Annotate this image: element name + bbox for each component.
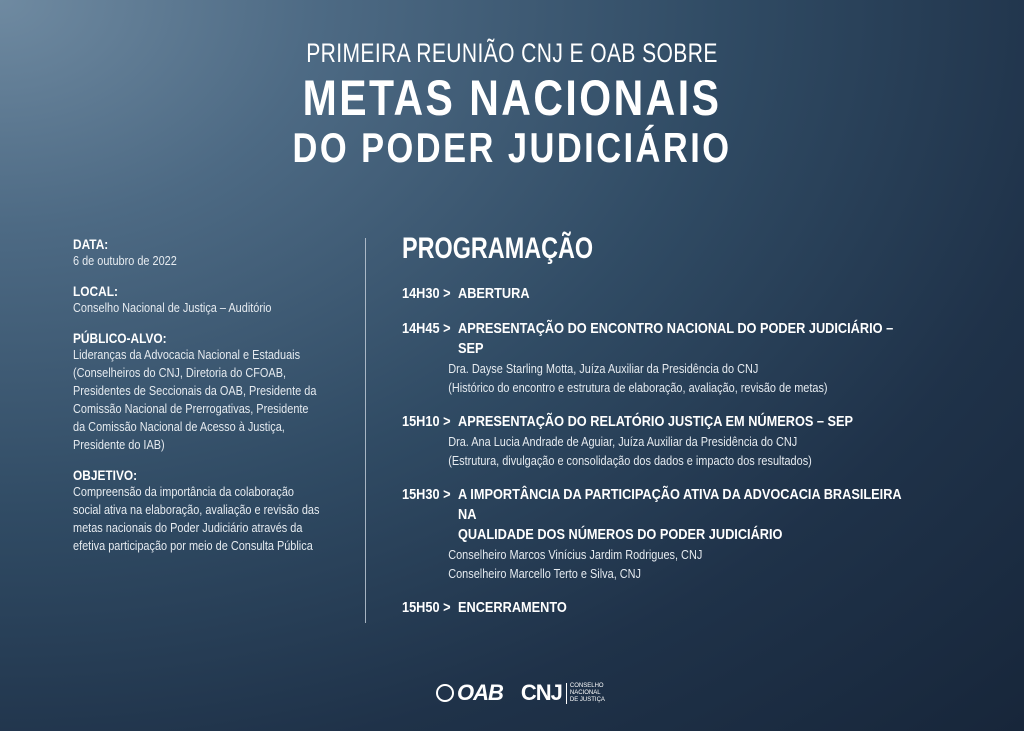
program-item-head	[402, 598, 1002, 618]
program-detail: (Histórico do encontro e estrutura de elaboração, avaliação, revisão de metas)	[448, 380, 828, 395]
program-time: 14H45 >	[402, 320, 451, 337]
program-title: PROGRAMAÇÃO	[402, 232, 594, 265]
info-objective	[73, 467, 343, 555]
program-item	[402, 284, 1002, 304]
column-divider	[365, 238, 366, 623]
event-subtitle: PRIMEIRA REUNIÃO CNJ E OAB SOBRE	[306, 38, 718, 68]
program-item-head	[402, 319, 1002, 359]
program-time: 14H30 >	[402, 285, 451, 302]
program-item-head	[402, 412, 1002, 432]
info-date	[73, 236, 343, 270]
program-detail: Conselheiro Marcello Terto e Silva, CNJ	[448, 566, 642, 581]
cnj-logo-mark: CNJ	[520, 680, 562, 705]
program-item	[402, 485, 1002, 583]
oab-seal-icon	[436, 684, 454, 702]
program-detail: Dra. Ana Lucia Andrade de Aguiar, Juíza Auxiliar da Presidência do CNJ	[448, 434, 798, 449]
program-panel	[402, 232, 1002, 633]
info-text: Conselho Nacional de Justiça – Auditório	[73, 300, 272, 315]
program-heading: ABERTURA	[458, 285, 530, 302]
info-text: Compreensão da importância da colaboração social ativa na elaboração, avaliação e revisão das metas nacionais do Poder Judiciário através da efetiva participação por meio de Consulta Pública	[73, 484, 320, 553]
program-detail: Conselheiro Marcos Vinícius Jardim Rodrigues, CNJ	[448, 547, 703, 562]
program-time: 15H30 >	[402, 486, 451, 503]
info-text: 6 de outubro de 2022	[73, 253, 177, 268]
program-detail: Dra. Dayse Starling Motta, Juíza Auxiliar da Presidência do CNJ	[448, 361, 759, 376]
program-item	[402, 598, 1002, 618]
info-audience	[73, 330, 343, 454]
oab-logo-text: OAB	[457, 680, 503, 705]
info-label: DATA:	[73, 236, 109, 252]
program-heading: APRESENTAÇÃO DO ENCONTRO NACIONAL DO PODER JUDICIÁRIO – SEP	[458, 320, 894, 357]
program-time: 15H10 >	[402, 413, 451, 430]
info-location	[73, 283, 343, 317]
program-item	[402, 319, 1002, 397]
program-heading: A IMPORTÂNCIA DA PARTICIPAÇÃO ATIVA DA ADVOCACIA BRASILEIRA NA QUALIDADE DOS NÚMEROS DO PODER JUDICIÁRIO	[458, 486, 902, 543]
event-title-line2: DO PODER JUDICIÁRIO	[292, 124, 732, 171]
program-item	[402, 412, 1002, 470]
info-label: PÚBLICO-ALVO:	[73, 330, 167, 346]
footer-logos	[436, 680, 605, 706]
event-info-panel	[73, 236, 343, 568]
info-label: OBJETIVO:	[73, 467, 138, 483]
info-label: LOCAL:	[73, 283, 118, 299]
program-heading: ENCERRAMENTO	[458, 599, 567, 616]
cnj-logo-text: CONSELHO NACIONAL DE JUSTIÇA	[566, 683, 605, 704]
event-title-line1: METAS NACIONAIS	[302, 70, 722, 126]
program-time: 15H50 >	[402, 599, 451, 616]
program-detail: (Estrutura, divulgação e consolidação dos dados e impacto dos resultados)	[448, 453, 812, 468]
info-text: Lideranças da Advocacia Nacional e Estaduais (Conselheiros do CNJ, Diretoria do CFOAB, Presidentes de Seccionais da OAB, Presidente da Comissão Nacional de Prerrogativas, Presidente da Comissão Nacional de Acesso à Justiça, Presidente do IAB)	[73, 347, 317, 452]
cnj-logo	[521, 680, 605, 706]
event-header	[0, 38, 1024, 171]
program-item-head	[402, 284, 1002, 304]
program-item-head	[402, 485, 1002, 545]
oab-logo	[436, 680, 503, 706]
program-heading: APRESENTAÇÃO DO RELATÓRIO JUSTIÇA EM NÚMEROS – SEP	[458, 413, 854, 430]
